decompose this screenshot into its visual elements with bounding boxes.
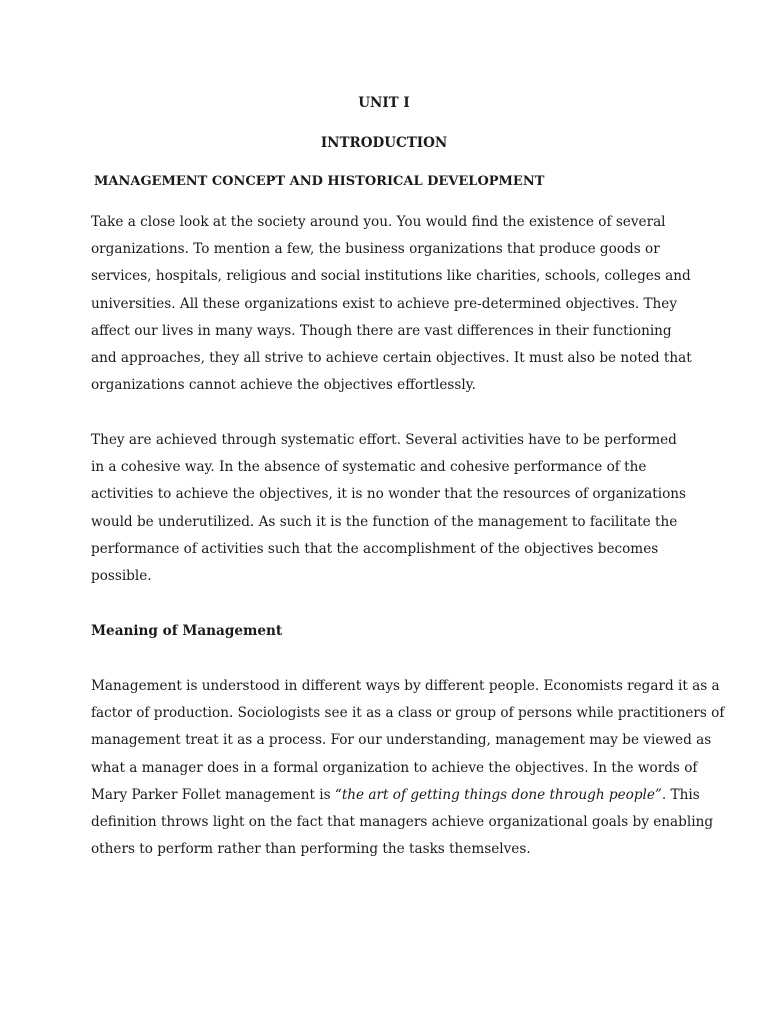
paragraph-line: in a cohesive way. In the absence of systematic and cohesive performance of the [91, 459, 647, 476]
paragraph-line: possible. [91, 568, 152, 585]
paragraph-line: factor of production. Sociologists see it as a class or group of persons while practitioners of [91, 705, 725, 722]
chapter-title: INTRODUCTION [320, 135, 448, 151]
quote-line-before: Mary Parker Follet management is [91, 786, 335, 803]
follet-quote: “the art of getting things done through people” [334, 786, 662, 803]
paragraph-intro [91, 209, 692, 399]
paragraph-line: others to perform rather than performing the tasks themselves. [91, 841, 531, 858]
paragraph-line: would be underutilized. As such it is the function of the management to facilitate the [91, 513, 678, 530]
unit-title: UNIT I [358, 95, 410, 111]
section-title: MANAGEMENT CONCEPT AND HISTORICAL DEVELOPMENT [94, 174, 545, 189]
quote-line-after: . This [661, 786, 700, 803]
paragraph-meaning [91, 673, 725, 863]
paragraph-line: organizations. To mention a few, the business organizations that produce goods or [91, 241, 660, 258]
paragraph-systematic-effort [91, 427, 686, 590]
paragraph-line-quote [91, 782, 700, 809]
paragraph-line: activities to achieve the objectives, it is no wonder that the resources of organizations [91, 486, 686, 503]
paragraph-line: Management is understood in different ways by different people. Economists regard it as a [91, 678, 720, 694]
paragraph-line: Take a close look at the society around you. You would find the existence of several [91, 214, 666, 230]
paragraph-line: services, hospitals, religious and social institutions like charities, schools, colleges and [91, 268, 691, 285]
paragraph-line: performance of activities such that the accomplishment of the objectives becomes [91, 540, 659, 557]
paragraph-line: definition throws light on the fact that managers achieve organizational goals by enabling [91, 814, 714, 831]
paragraph-line: They are achieved through systematic effort. Several activities have to be performed [91, 432, 677, 448]
subheading-meaning-of-management: Meaning of Management [91, 623, 283, 639]
paragraph-line: affect our lives in many ways. Though there are vast differences in their functioning [91, 322, 672, 339]
paragraph-line: universities. All these organizations exist to achieve pre-determined objectives. They [91, 295, 678, 312]
paragraph-line: management treat it as a process. For our understanding, management may be viewed as [91, 732, 712, 749]
paragraph-line: organizations cannot achieve the objectives effortlessly. [91, 377, 476, 394]
paragraph-line: what a manager does in a formal organization to achieve the objectives. In the words of [91, 759, 698, 776]
paragraph-line: and approaches, they all strive to achieve certain objectives. It must also be noted that [91, 350, 692, 367]
